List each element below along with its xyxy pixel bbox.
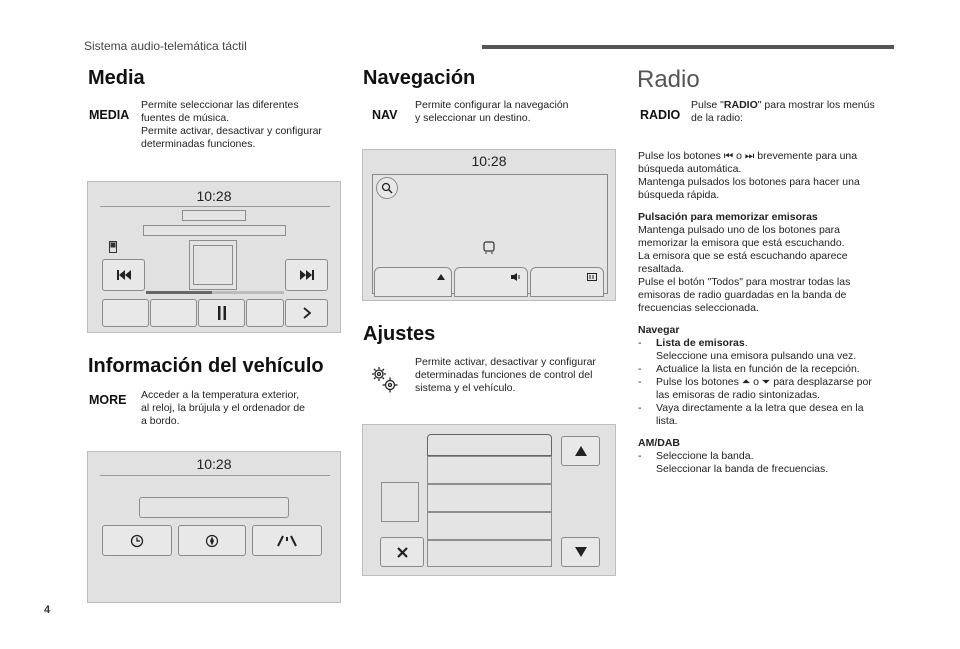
track-info-field: [143, 225, 286, 236]
settings-list-row-4[interactable]: [427, 540, 552, 567]
vehicle-info-screen: [87, 451, 341, 603]
settings-description: Permite activar, desactivar y configurar determinadas funciones de control del sistema y el vehículo.: [415, 356, 596, 394]
more-options-button[interactable]: [285, 299, 328, 327]
close-icon: [397, 547, 408, 558]
radio-instructions: [638, 150, 898, 476]
navigation-tag: NAV: [372, 108, 398, 122]
settings-list-header[interactable]: [427, 434, 552, 456]
media-tag: MEDIA: [89, 108, 130, 122]
next-track-button[interactable]: [285, 259, 328, 291]
source-icon: [109, 240, 117, 258]
nav-route-button[interactable]: [530, 267, 604, 297]
radio-tag: RADIO: [640, 108, 681, 122]
list-item: - Pulse los botones ⏶ o ⏷ para desplazarse por las emisoras de radio sintonizadas.: [638, 376, 872, 401]
vehicle-info-heading: Información del vehículo: [88, 355, 324, 377]
vehicle-info-description: Acceder a la temperatura exterior, al reloj, la brújula y el ordenador de a bordo.: [141, 389, 306, 427]
chevron-right-icon: [303, 307, 311, 319]
arrow-up-icon: [437, 274, 445, 280]
list-item: - Vaya directamente a la letra que desea en la lista.: [638, 402, 864, 427]
list-item: - Lista de emisoras. Seleccione una emisora pulsando una vez.: [638, 337, 857, 362]
navigation-description: Permite configurar la navegación y seleccionar un destino.: [415, 99, 569, 124]
progress-bar[interactable]: [146, 291, 284, 294]
band-title: AM/DAB: [638, 437, 680, 449]
clock-icon: [130, 534, 144, 548]
trip-computer-button[interactable]: [252, 525, 322, 556]
browse-title: Navegar: [638, 324, 680, 336]
search-icon: [381, 182, 393, 194]
vehicle-position-icon: [482, 240, 496, 259]
page-header-title: Sistema audio-telemática táctil: [84, 39, 247, 53]
navigation-screen: [362, 149, 616, 301]
screen-clock: 10:28: [196, 188, 232, 204]
nav-menu-button[interactable]: [374, 267, 452, 297]
compass-button[interactable]: [178, 525, 246, 556]
memorize-section: Pulsación para memorizar emisoras Mantenga pulsado uno de los botones para memorizar la emisora que está escuchando. La emisora que se está escuchando aparece resaltada. Pulse el botón "Todos" para mostrar todas las emisoras de radio guardadas en la banda de frecuencias seleccionada.: [638, 211, 898, 315]
destination-search-button[interactable]: [376, 177, 398, 199]
info-display-field: [139, 497, 289, 518]
pause-icon: [217, 306, 227, 320]
list-item: - Seleccione la banda. Seleccionar la banda de frecuencias.: [638, 450, 829, 475]
scroll-down-button[interactable]: [561, 537, 600, 567]
volume-icon: [511, 273, 521, 281]
media-description: Permite seleccionar las diferentes fuentes de música. Permite activar, desactivar y configurar determinadas funciones.: [141, 99, 322, 150]
screen-divider: [100, 475, 330, 476]
previous-icon: [116, 269, 132, 281]
nav-audio-button[interactable]: [454, 267, 528, 297]
triangle-down-icon: [575, 547, 587, 557]
screen-clock: 10:28: [471, 153, 507, 169]
settings-screen: [362, 424, 616, 576]
previous-track-button[interactable]: [102, 259, 145, 291]
radio-heading: Radio: [637, 66, 700, 93]
settings-gear-icon: [370, 365, 400, 400]
media-screen: [87, 181, 341, 333]
band-section: [638, 437, 898, 476]
media-heading: Media: [88, 67, 145, 89]
memorize-title: Pulsación para memorizar emisoras: [638, 211, 818, 223]
page-number: 4: [44, 604, 51, 616]
browse-section: [638, 324, 898, 428]
pause-button[interactable]: [198, 299, 245, 327]
list-item: - Actualice la lista en función de la recepción.: [638, 363, 860, 375]
vehicle-info-tag: MORE: [89, 393, 127, 407]
close-button[interactable]: [380, 537, 424, 567]
screen-divider: [100, 206, 330, 207]
settings-list-row-1[interactable]: [427, 456, 552, 484]
route-icon: [587, 273, 597, 281]
seek-paragraph: Pulse los botones ⏮ o ⏭ brevemente para una búsqueda automática. Mantenga pulsados los botones para hacer una búsqueda rápida.: [638, 150, 860, 201]
media-button-4[interactable]: [246, 299, 284, 327]
track-title-field: [182, 210, 246, 221]
album-art: [193, 245, 233, 285]
settings-heading: Ajustes: [363, 323, 436, 345]
settings-list-row-3[interactable]: [427, 512, 552, 540]
next-icon: [299, 269, 315, 281]
settings-side-panel: [381, 482, 419, 522]
screen-clock: 10:28: [196, 456, 232, 472]
triangle-up-icon: [575, 446, 587, 456]
media-button-1[interactable]: [102, 299, 149, 327]
settings-list-row-2[interactable]: [427, 484, 552, 512]
trip-computer-icon: [276, 535, 298, 547]
media-button-2[interactable]: [150, 299, 197, 327]
progress-fill: [146, 291, 212, 294]
clock-button[interactable]: [102, 525, 172, 556]
scroll-up-button[interactable]: [561, 436, 600, 466]
navigation-heading: Navegación: [363, 67, 476, 89]
compass-icon: [205, 534, 219, 548]
header-rule: [482, 45, 894, 49]
radio-intro: Pulse "RADIO" para mostrar los menús de la radio:: [691, 99, 875, 124]
